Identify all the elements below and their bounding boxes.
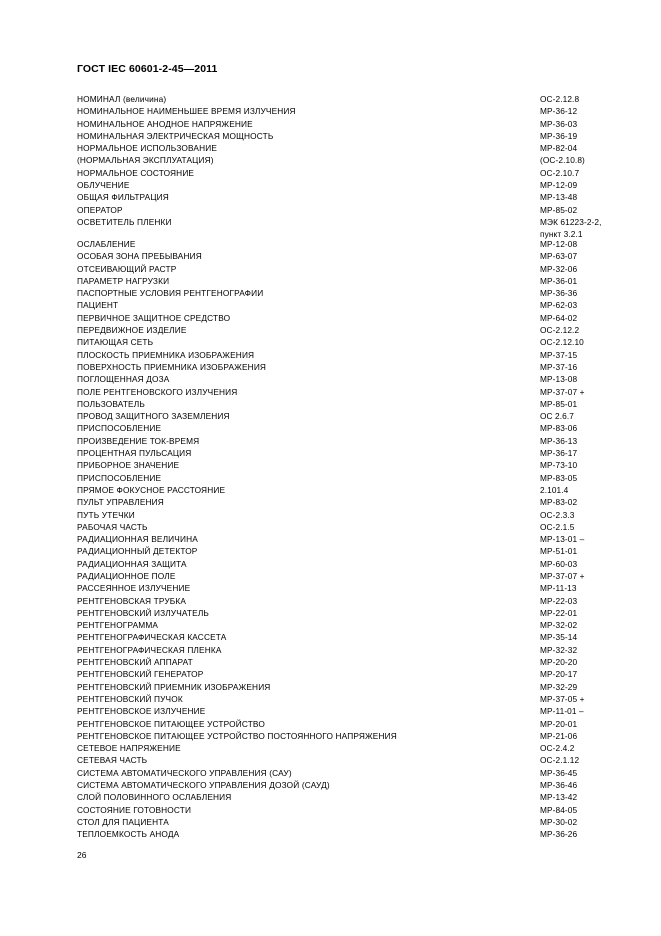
index-entry	[77, 167, 617, 179]
index-term: СОСТОЯНИЕ ГОТОВНОСТИ	[77, 804, 192, 815]
index-entry	[77, 118, 617, 130]
index-reference	[540, 191, 577, 203]
index-entry	[77, 521, 617, 533]
reference-line: МР-82-04	[540, 143, 578, 154]
index-entry	[77, 791, 617, 803]
index-entry	[77, 693, 617, 705]
index-term: ПРИСПОСОБЛЕНИЕ	[77, 472, 162, 483]
index-term: ОСВЕТИТЕЛЬ ПЛЕНКИ	[77, 216, 172, 227]
index-entry	[77, 570, 617, 582]
index-entry	[77, 631, 617, 643]
index-term: РЕНТГЕНОВСКОЕ ИЗЛУЧЕНИЕ	[77, 706, 206, 717]
index-entry	[77, 509, 617, 521]
index-entry	[77, 398, 617, 410]
index-reference	[540, 398, 577, 410]
index-entry	[77, 472, 617, 484]
index-entry	[77, 718, 617, 730]
index-term: ПУТЬ УТЕЧКИ	[77, 509, 135, 520]
index-term: ОБЛУЧЕНИЕ	[77, 180, 130, 191]
term-index-list	[77, 93, 617, 841]
reference-line: ОС-2.4.2	[540, 743, 575, 754]
reference-line: МР-11-01 –	[540, 706, 584, 717]
reference-line: МР-36-36	[540, 288, 578, 299]
index-reference	[540, 435, 577, 447]
index-entry	[77, 644, 617, 656]
reference-line: ОС-2.12.2	[540, 325, 580, 336]
index-term: ОСЛАБЛЕНИЕ	[77, 238, 136, 249]
index-entry	[77, 558, 617, 570]
reference-line: МР-22-01	[540, 607, 578, 618]
index-entry	[77, 816, 617, 828]
index-reference	[540, 804, 577, 816]
index-reference	[540, 422, 577, 434]
reference-line: МР-36-17	[540, 448, 578, 459]
reference-line: МР-12-09	[540, 180, 578, 191]
index-term: РЕНТГЕНОГРАММА	[77, 620, 159, 631]
index-term: РЕНТГЕНОВСКИЙ ГЕНЕРАТОР	[77, 669, 204, 680]
index-reference	[540, 619, 577, 631]
index-entry	[77, 154, 617, 166]
index-term: СТОЛ ДЛЯ ПАЦИЕНТА	[77, 816, 169, 827]
index-entry	[77, 705, 617, 717]
reference-line: МР-20-20	[540, 657, 578, 668]
index-entry	[77, 336, 617, 348]
reference-line: МР-36-45	[540, 767, 578, 778]
index-term: РАДИАЦИОННАЯ ЗАЩИТА	[77, 558, 187, 569]
index-term: НОМИНАЛЬНАЯ ЭЛЕКТРИЧЕСКАЯ МОЩНОСТЬ	[77, 130, 274, 141]
index-term: ПРИБОРНОЕ ЗНАЧЕНИЕ	[77, 460, 180, 471]
index-term: РЕНТГЕНОВСКОЕ ПИТАЮЩЕЕ УСТРОЙСТВО	[77, 718, 265, 729]
reference-line: МР-85-01	[540, 398, 578, 409]
index-term: РЕНТГЕНОГРАФИЧЕСКАЯ ПЛЕНКА	[77, 644, 222, 655]
index-entry	[77, 263, 617, 275]
index-entry	[77, 656, 617, 668]
reference-line: МР-62-03	[540, 300, 578, 311]
index-reference	[540, 582, 577, 594]
reference-line: МР-37-16	[540, 361, 578, 372]
index-reference	[540, 816, 577, 828]
index-reference	[540, 570, 585, 582]
index-term: НОРМАЛЬНОЕ СОСТОЯНИЕ	[77, 167, 195, 178]
index-entry	[77, 324, 617, 336]
index-entry	[77, 804, 617, 816]
document-header: ГОСТ IEC 60601-2-45—2011	[77, 63, 218, 75]
index-reference	[540, 496, 577, 508]
index-term: РЕНТГЕНОВСКИЙ ПРИЕМНИК ИЗОБРАЖЕНИЯ	[77, 681, 271, 692]
index-term: ПРОВОД ЗАЩИТНОГО ЗАЗЕМЛЕНИЯ	[77, 411, 230, 422]
index-entry	[77, 754, 617, 766]
reference-line: МР-32-06	[540, 263, 578, 274]
index-reference	[540, 718, 577, 730]
index-entry	[77, 204, 617, 216]
index-reference	[540, 484, 568, 496]
index-term: (НОРМАЛЬНАЯ ЭКСПЛУАТАЦИЯ)	[77, 155, 214, 166]
index-reference	[540, 312, 577, 324]
reference-line: МР-37-05 +	[540, 693, 585, 704]
index-term: НОРМАЛЬНОЕ ИСПОЛЬЗОВАНИЕ	[77, 143, 218, 154]
index-term: ПРОЦЕНТНАЯ ПУЛЬСАЦИЯ	[77, 448, 192, 459]
index-term: РАДИАЦИОННОЕ ПОЛЕ	[77, 570, 176, 581]
reference-line: МР-21-06	[540, 730, 578, 741]
reference-line: ОС-2.10.7	[540, 167, 580, 178]
reference-line: МЭК 61223-2-2,	[540, 216, 602, 227]
index-term: ПОЛЬЗОВАТЕЛЬ	[77, 398, 145, 409]
index-term: ПЕРВИЧНОЕ ЗАЩИТНОЕ СРЕДСТВО	[77, 312, 231, 323]
index-reference	[540, 668, 577, 680]
reference-line: МР-12-08	[540, 238, 578, 249]
reference-line: МР-36-03	[540, 118, 578, 129]
reference-line: МР-13-08	[540, 374, 578, 385]
index-reference	[540, 767, 577, 779]
index-term: НОМИНАЛЬНОЕ АНОДНОЕ НАПРЯЖЕНИЕ	[77, 118, 253, 129]
index-term: РЕНТГЕНОВСКИЙ ПУЧОК	[77, 693, 183, 704]
reference-line: МР-32-02	[540, 620, 578, 631]
index-reference	[540, 216, 602, 241]
index-entry	[77, 142, 617, 154]
index-reference	[540, 754, 579, 766]
reference-line: МР-20-17	[540, 669, 578, 680]
reference-line: МР-63-07	[540, 251, 578, 262]
index-term: СЕТЕВОЕ НАПРЯЖЕНИЕ	[77, 743, 181, 754]
index-reference	[540, 828, 577, 840]
index-reference	[540, 287, 577, 299]
index-entry	[77, 312, 617, 324]
index-reference	[540, 459, 577, 471]
index-term: ПЕРЕДВИЖНОЕ ИЗДЕЛИЕ	[77, 325, 187, 336]
index-reference	[540, 105, 577, 117]
index-entry	[77, 459, 617, 471]
index-entry	[77, 435, 617, 447]
index-entry	[77, 533, 617, 545]
index-reference	[540, 693, 585, 705]
index-reference	[540, 130, 577, 142]
index-reference	[540, 644, 577, 656]
index-entry	[77, 275, 617, 287]
index-reference	[540, 545, 577, 557]
index-reference	[540, 791, 577, 803]
index-term: ТЕПЛОЕМКОСТЬ АНОДА	[77, 829, 180, 840]
reference-line: МР-36-13	[540, 435, 578, 446]
index-reference	[540, 263, 577, 275]
index-term: ПОЛЕ РЕНТГЕНОВСКОГО ИЗЛУЧЕНИЯ	[77, 386, 238, 397]
index-term: ПРЯМОЕ ФОКУСНОЕ РАССТОЯНИЕ	[77, 484, 226, 495]
reference-line: МР-13-48	[540, 192, 578, 203]
index-reference	[540, 558, 577, 570]
index-term: СЛОЙ ПОЛОВИННОГО ОСЛАБЛЕНИЯ	[77, 792, 232, 803]
reference-line: МР-37-07 +	[540, 386, 585, 397]
index-term: РАДИАЦИОННАЯ ВЕЛИЧИНА	[77, 534, 198, 545]
reference-line: МР-85-02	[540, 204, 578, 215]
index-entry	[77, 447, 617, 459]
index-reference	[540, 472, 577, 484]
index-entry	[77, 299, 617, 311]
index-reference	[540, 386, 585, 398]
index-term: ПАСПОРТНЫЕ УСЛОВИЯ РЕНТГЕНОГРАФИИ	[77, 288, 264, 299]
index-term: СИСТЕМА АВТОМАТИЧЕСКОГО УПРАВЛЕНИЯ (САУ)	[77, 767, 292, 778]
index-entry	[77, 607, 617, 619]
index-reference	[540, 607, 577, 619]
reference-line: МР-51-01	[540, 546, 578, 557]
index-entry	[77, 130, 617, 142]
index-entry	[77, 828, 617, 840]
index-term: ПАРАМЕТР НАГРУЗКИ	[77, 275, 170, 286]
index-entry	[77, 361, 617, 373]
reference-line: ОС-2.1.5	[540, 521, 575, 532]
reference-line: 2.101.4	[540, 484, 569, 495]
index-entry	[77, 779, 617, 791]
reference-line: МР-64-02	[540, 312, 578, 323]
index-reference	[540, 533, 584, 545]
index-entry	[77, 238, 617, 250]
index-entry	[77, 742, 617, 754]
index-reference	[540, 154, 585, 166]
reference-line: МР-36-12	[540, 106, 578, 117]
index-term: РАБОЧАЯ ЧАСТЬ	[77, 521, 148, 532]
index-entry	[77, 619, 617, 631]
index-reference	[540, 779, 577, 791]
index-term: НОМИНАЛ (величина)	[77, 94, 167, 104]
index-term: РЕНТГЕНОВСКИЙ АППАРАТ	[77, 657, 193, 668]
index-term: ОБЩАЯ ФИЛЬТРАЦИЯ	[77, 192, 169, 203]
reference-line: (ОС-2.10.8)	[540, 155, 585, 166]
index-reference	[540, 179, 577, 191]
reference-line: МР-11-13	[540, 583, 577, 594]
reference-line: МР-22-03	[540, 595, 578, 606]
index-reference	[540, 742, 574, 754]
index-reference	[540, 410, 574, 422]
reference-line: ОС-2.12.8	[540, 94, 580, 104]
index-reference	[540, 595, 577, 607]
index-entry	[77, 422, 617, 434]
index-entry	[77, 410, 617, 422]
index-reference	[540, 336, 584, 348]
index-entry	[77, 93, 617, 105]
index-entry	[77, 668, 617, 680]
index-reference	[540, 705, 584, 717]
index-term: РАССЕЯННОЕ ИЗЛУЧЕНИЕ	[77, 583, 191, 594]
index-reference	[540, 361, 577, 373]
index-reference	[540, 238, 577, 250]
index-reference	[540, 349, 577, 361]
index-term: ПИТАЮЩАЯ СЕТЬ	[77, 337, 154, 348]
reference-line: МР-60-03	[540, 558, 578, 569]
index-term: ПУЛЬТ УПРАВЛЕНИЯ	[77, 497, 164, 508]
index-reference	[540, 656, 577, 668]
reference-line: МР-32-32	[540, 644, 578, 655]
index-term: ОТСЕИВАЮЩИЙ РАСТР	[77, 263, 177, 274]
reference-line: МР-13-42	[540, 792, 578, 803]
index-reference	[540, 447, 577, 459]
reference-line: пункт 3.2.1	[540, 229, 583, 240]
index-reference	[540, 521, 574, 533]
reference-line: МР-35-14	[540, 632, 578, 643]
reference-line: ОС-2.3.3	[540, 509, 575, 520]
reference-line: ОС-2.1.12	[540, 755, 580, 766]
index-entry	[77, 681, 617, 693]
index-reference	[540, 299, 577, 311]
index-entry	[77, 179, 617, 191]
index-reference	[540, 373, 577, 385]
index-term: СЕТЕВАЯ ЧАСТЬ	[77, 755, 148, 766]
index-reference	[540, 324, 579, 336]
index-entry	[77, 216, 617, 238]
index-reference	[540, 631, 577, 643]
index-term: НОМИНАЛЬНОЕ НАИМЕНЬШЕЕ ВРЕМЯ ИЗЛУЧЕНИЯ	[77, 106, 296, 117]
index-reference	[540, 509, 574, 521]
index-reference	[540, 93, 579, 105]
index-reference	[540, 730, 577, 742]
index-term: ПАЦИЕНТ	[77, 300, 119, 311]
index-reference	[540, 167, 579, 179]
index-entry	[77, 287, 617, 299]
reference-line: МР-83-05	[540, 472, 578, 483]
index-reference	[540, 250, 577, 262]
page-number: 26	[77, 850, 87, 860]
reference-line: МР-73-10	[540, 460, 578, 471]
reference-line: МР-37-15	[540, 349, 578, 360]
reference-line: МР-36-46	[540, 780, 578, 791]
index-entry	[77, 191, 617, 203]
reference-line: МР-20-01	[540, 718, 578, 729]
index-term: РЕНТГЕНОВСКИЙ ИЗЛУЧАТЕЛЬ	[77, 607, 210, 618]
index-entry	[77, 386, 617, 398]
reference-line: МР-36-19	[540, 130, 578, 141]
index-entry	[77, 250, 617, 262]
reference-line: МР-36-26	[540, 829, 578, 840]
index-entry	[77, 545, 617, 557]
index-term: РАДИАЦИОННЫЙ ДЕТЕКТОР	[77, 546, 198, 557]
index-reference	[540, 204, 577, 216]
reference-line: ОС-2.12.10	[540, 337, 584, 348]
index-term: РЕНТГЕНОВСКОЕ ПИТАЮЩЕЕ УСТРОЙСТВО ПОСТОЯННОГО НАПРЯЖЕНИЯ	[77, 730, 397, 741]
index-reference	[540, 142, 577, 154]
index-entry	[77, 373, 617, 385]
reference-line: МР-83-06	[540, 423, 578, 434]
index-term: РЕНТГЕНОВСКАЯ ТРУБКА	[77, 595, 187, 606]
reference-line: ОС 2.6.7	[540, 411, 575, 422]
index-entry	[77, 496, 617, 508]
index-entry	[77, 595, 617, 607]
reference-line: МР-30-02	[540, 816, 578, 827]
index-term: ПРОИЗВЕДЕНИЕ ТОК-ВРЕМЯ	[77, 435, 200, 446]
index-entry	[77, 105, 617, 117]
reference-line: МР-13-01 –	[540, 534, 585, 545]
index-term: ПОГЛОЩЕННАЯ ДОЗА	[77, 374, 170, 385]
index-term: ПЛОСКОСТЬ ПРИЕМНИКА ИЗОБРАЖЕНИЯ	[77, 349, 255, 360]
reference-line: МР-36-01	[540, 275, 578, 286]
index-reference	[540, 275, 577, 287]
index-term: ПРИСПОСОБЛЕНИЕ	[77, 423, 162, 434]
index-term: ПОВЕРХНОСТЬ ПРИЕМНИКА ИЗОБРАЖЕНИЯ	[77, 361, 267, 372]
index-reference	[540, 118, 577, 130]
index-entry	[77, 767, 617, 779]
reference-line: МР-32-29	[540, 681, 578, 692]
index-entry	[77, 582, 617, 594]
index-entry	[77, 484, 617, 496]
reference-line: МР-37-07 +	[540, 570, 585, 581]
reference-line: МР-84-05	[540, 804, 578, 815]
index-term: РЕНТГЕНОГРАФИЧЕСКАЯ КАССЕТА	[77, 632, 227, 643]
index-term: ОСОБАЯ ЗОНА ПРЕБЫВАНИЯ	[77, 251, 202, 262]
index-entry	[77, 349, 617, 361]
reference-line: МР-83-02	[540, 497, 578, 508]
index-reference	[540, 681, 577, 693]
index-term: СИСТЕМА АВТОМАТИЧЕСКОГО УПРАВЛЕНИЯ ДОЗОЙ (САУД)	[77, 780, 330, 791]
index-term: ОПЕРАТОР	[77, 204, 123, 215]
index-entry	[77, 730, 617, 742]
